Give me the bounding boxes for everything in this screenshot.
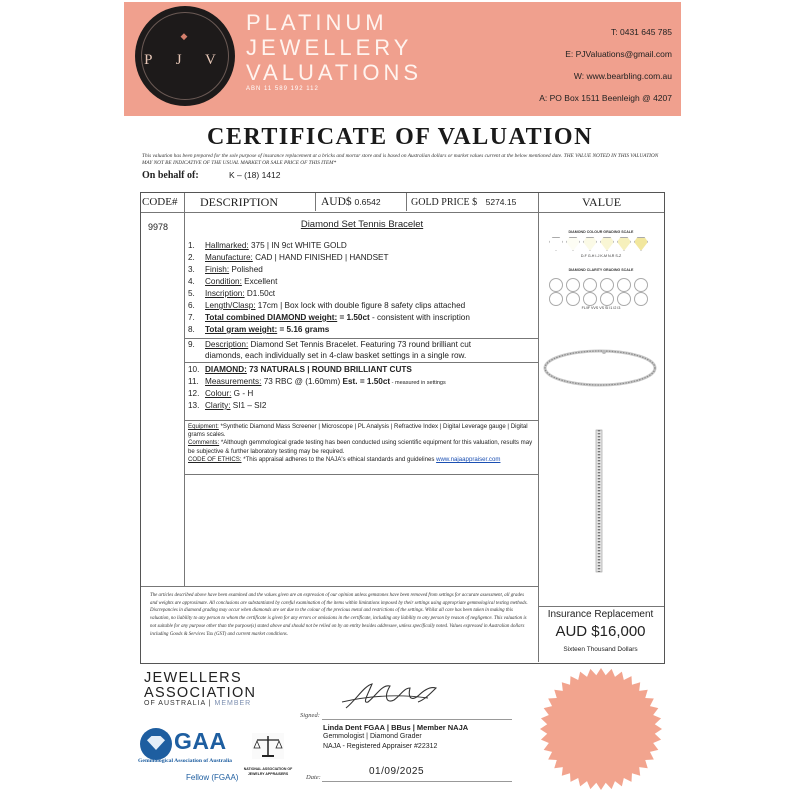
item-length-clasp: 6. Length/Clasp: 17cm | Box lock with double figure 8 safety clips attached xyxy=(188,301,466,310)
value-column-divider xyxy=(538,193,539,662)
item-clarity: 13. Clarity: SI1 – SI2 xyxy=(188,401,267,410)
behalf-label: On behalf of: xyxy=(142,170,199,181)
notes-section xyxy=(188,423,535,464)
contact-address: A: PO Box 1511 Beenleigh @ 4207 xyxy=(539,93,672,103)
item-description: 9. Description: Diamond Set Tennis Bracelet. Featuring 73 round brilliant cut xyxy=(188,340,472,349)
date-value: 01/09/2025 xyxy=(369,766,425,777)
item-gram-weight: 8. Total gram weight: = 5.16 grams xyxy=(188,325,330,334)
equipment-note: Equipment: *Synthetic Diamond Mass Screener | Microscope | PL Analysis | Refractive Index | Digital Leverage gauge | Digital grams scales. xyxy=(188,423,528,439)
colour-scale-gems xyxy=(549,237,659,251)
insurance-label: Insurance Replacement xyxy=(547,609,654,620)
signature-line xyxy=(322,719,512,720)
insurance-value-words: Sixteen Thousand Dollars xyxy=(563,646,638,653)
section-divider-1 xyxy=(185,338,538,339)
gaa-fellow: Fellow (FGAA) xyxy=(186,773,239,782)
scales-of-justice-icon xyxy=(252,733,284,759)
brand-line-1: PLATINUM xyxy=(246,10,388,35)
contact-phone: T: 0431 645 785 xyxy=(611,27,672,37)
signer-title: Gemmologist | Diamond Grader xyxy=(323,733,422,740)
insurance-divider xyxy=(538,606,664,607)
item-description-cont: diamonds, each individually set in 4-claw basket settings in a single row. xyxy=(205,351,467,360)
value-header: VALUE xyxy=(581,195,622,209)
pjv-logo xyxy=(135,6,235,106)
legal-footnote: The articles described above have been examined and the values given are an expression of our opinion unless gemstones have been removed from settings for accurate assessment, all grades and weights are approximate. All conclusions are substantiated by careful examination of the items within limitations imposed by their settings using appropriate gemmological testing methods. Discrepancies in diamond grading may occur when diamonds are set due to the colour of the precious metal and restrictions of the settings. Whilst all care has been taken in making this valuation, no liability to any person to whom the certificate is given for any errors or omissions in the certificate, including any liability to any person by reason of negligence. This valuation is not suitable for any purpose other than the purpose(s) stated above and should not be relied on by an entity besides addressee, unless specifically noted. Values expressed in Australian dollars including Goods & Services Tax (GST) and current market conditions. xyxy=(150,593,528,637)
contact-website: W: www.bearbling.com.au xyxy=(573,71,672,81)
ja-line-1: JEWELLERS xyxy=(144,670,242,686)
item-hallmarked: 1. Hallmarked: 375 | IN 9ct WHITE GOLD xyxy=(188,241,347,250)
header-divider xyxy=(141,212,664,213)
valuation-disclaimer: This valuation has been prepared for the sole purpose of insurance replacement at a bricks and mortar store and is based on Australian dollars or market values current at the below mentioned date. THE VALUE NOTED IN THIS VALUATION MAY NOT BE INDICATIVE OF THE USUAL MARKET OR SALE PRICE OF THIS ITEM* xyxy=(142,153,659,166)
naja-link[interactable]: www.najaappraiser.com xyxy=(436,455,501,463)
naja-name: NATIONAL ASSOCIATION OF JEWELRY APPRAISERS xyxy=(243,767,293,776)
item-finish: 3. Finish: Polished xyxy=(188,265,263,274)
gold-price-header xyxy=(408,193,538,211)
aud-header xyxy=(318,193,407,211)
gaa-logo-text: GAA xyxy=(174,728,227,754)
item-measurements: 11. Measurements: 73 RBC @ (1.60mm) Est. = 1.50ct - measured in settings xyxy=(188,377,446,386)
contact-email: E: PJValuations@gmail.com xyxy=(565,49,672,59)
aud-label: AUD$ xyxy=(321,196,352,208)
behalf-value: K – (18) 1412 xyxy=(229,170,281,180)
item-manufacture: 2. Manufacture: CAD | HAND FINISHED | HANDSET xyxy=(188,253,389,262)
item-colour: 12. Colour: G - H xyxy=(188,389,254,398)
aud-rate: 0.6542 xyxy=(354,197,381,207)
ja-line-2: ASSOCIATION xyxy=(144,685,257,701)
item-diamond-weight: 7. Total combined DIAMOND weight: = 1.50ct - consistent with inscription xyxy=(188,313,470,322)
colour-scale-title: DIAMOND COLOUR GRADING SCALE xyxy=(568,230,634,234)
clarity-scale-title: DIAMOND CLARITY GRADING SCALE xyxy=(568,268,634,272)
colour-scale-grades: D-F G-H I-J K-M N-R S-Z xyxy=(580,254,622,258)
clarity-scale-gems xyxy=(549,278,659,304)
section-divider-4 xyxy=(185,474,538,475)
ja-subline: OF AUSTRALIA | MEMBER xyxy=(144,700,252,707)
comments-note: Comments: *Although gemmological grade testing has been conducted using scientific equipment for this valuation, results may be subjective & further laboratory testing may be required. xyxy=(188,439,533,455)
item-code: 9978 xyxy=(148,222,169,232)
clarity-scale-grades: FL/IF VVS VS SI I1 I2 I3 xyxy=(581,306,621,310)
signer-name: Linda Dent FGAA | BBus | Member NAJA xyxy=(323,723,469,732)
ethics-note: CODE OF ETHICS: *This appraisal adheres to the NAJA's ethical standards and guidelines www.najaappraiser.com xyxy=(188,455,501,463)
signed-label: Signed: xyxy=(300,712,320,719)
item-title: Diamond Set Tennis Bracelet xyxy=(300,219,424,230)
signer-registration: NAJA - Registered Appraiser #22312 xyxy=(323,743,438,750)
item-diamond: 10. DIAMOND: 73 NATURALS | ROUND BRILLIANT CUTS xyxy=(188,365,412,374)
diamond-icon: ◆ xyxy=(180,31,188,41)
description-header: DESCRIPTION xyxy=(186,193,316,211)
item-condition: 4. Condition: Excellent xyxy=(188,277,278,286)
gold-price: 5274.15 xyxy=(485,197,517,207)
insurance-value: AUD $16,000 xyxy=(555,623,646,640)
date-line xyxy=(322,781,512,782)
code-header: CODE# xyxy=(142,193,185,211)
footnote-divider xyxy=(141,586,539,587)
signature-image xyxy=(338,676,448,716)
bracelet-straight-photo xyxy=(592,428,606,576)
section-divider-3 xyxy=(185,420,538,421)
gold-label: GOLD PRICE $ xyxy=(411,197,478,208)
gaa-logo-icon xyxy=(140,728,172,760)
wax-seal xyxy=(539,667,663,791)
page-title: CERTIFICATE OF VALUATION xyxy=(207,124,593,150)
section-divider-2 xyxy=(185,362,538,363)
brand-line-3: VALUATIONS xyxy=(246,60,423,85)
item-inscription: 5. Inscription: D1.50ct xyxy=(188,289,276,298)
seal-shape xyxy=(540,668,662,790)
code-column-divider xyxy=(184,193,185,586)
date-label: Date: xyxy=(306,774,321,781)
logo-initials: P J V xyxy=(144,52,226,68)
gaa-full-name: Gemmological Association of Australia xyxy=(138,758,232,764)
bracelet-photo xyxy=(540,346,662,398)
abn-number: ABN 11 589 192 112 xyxy=(246,86,319,92)
brand-line-2: JEWELLERY xyxy=(246,35,413,60)
